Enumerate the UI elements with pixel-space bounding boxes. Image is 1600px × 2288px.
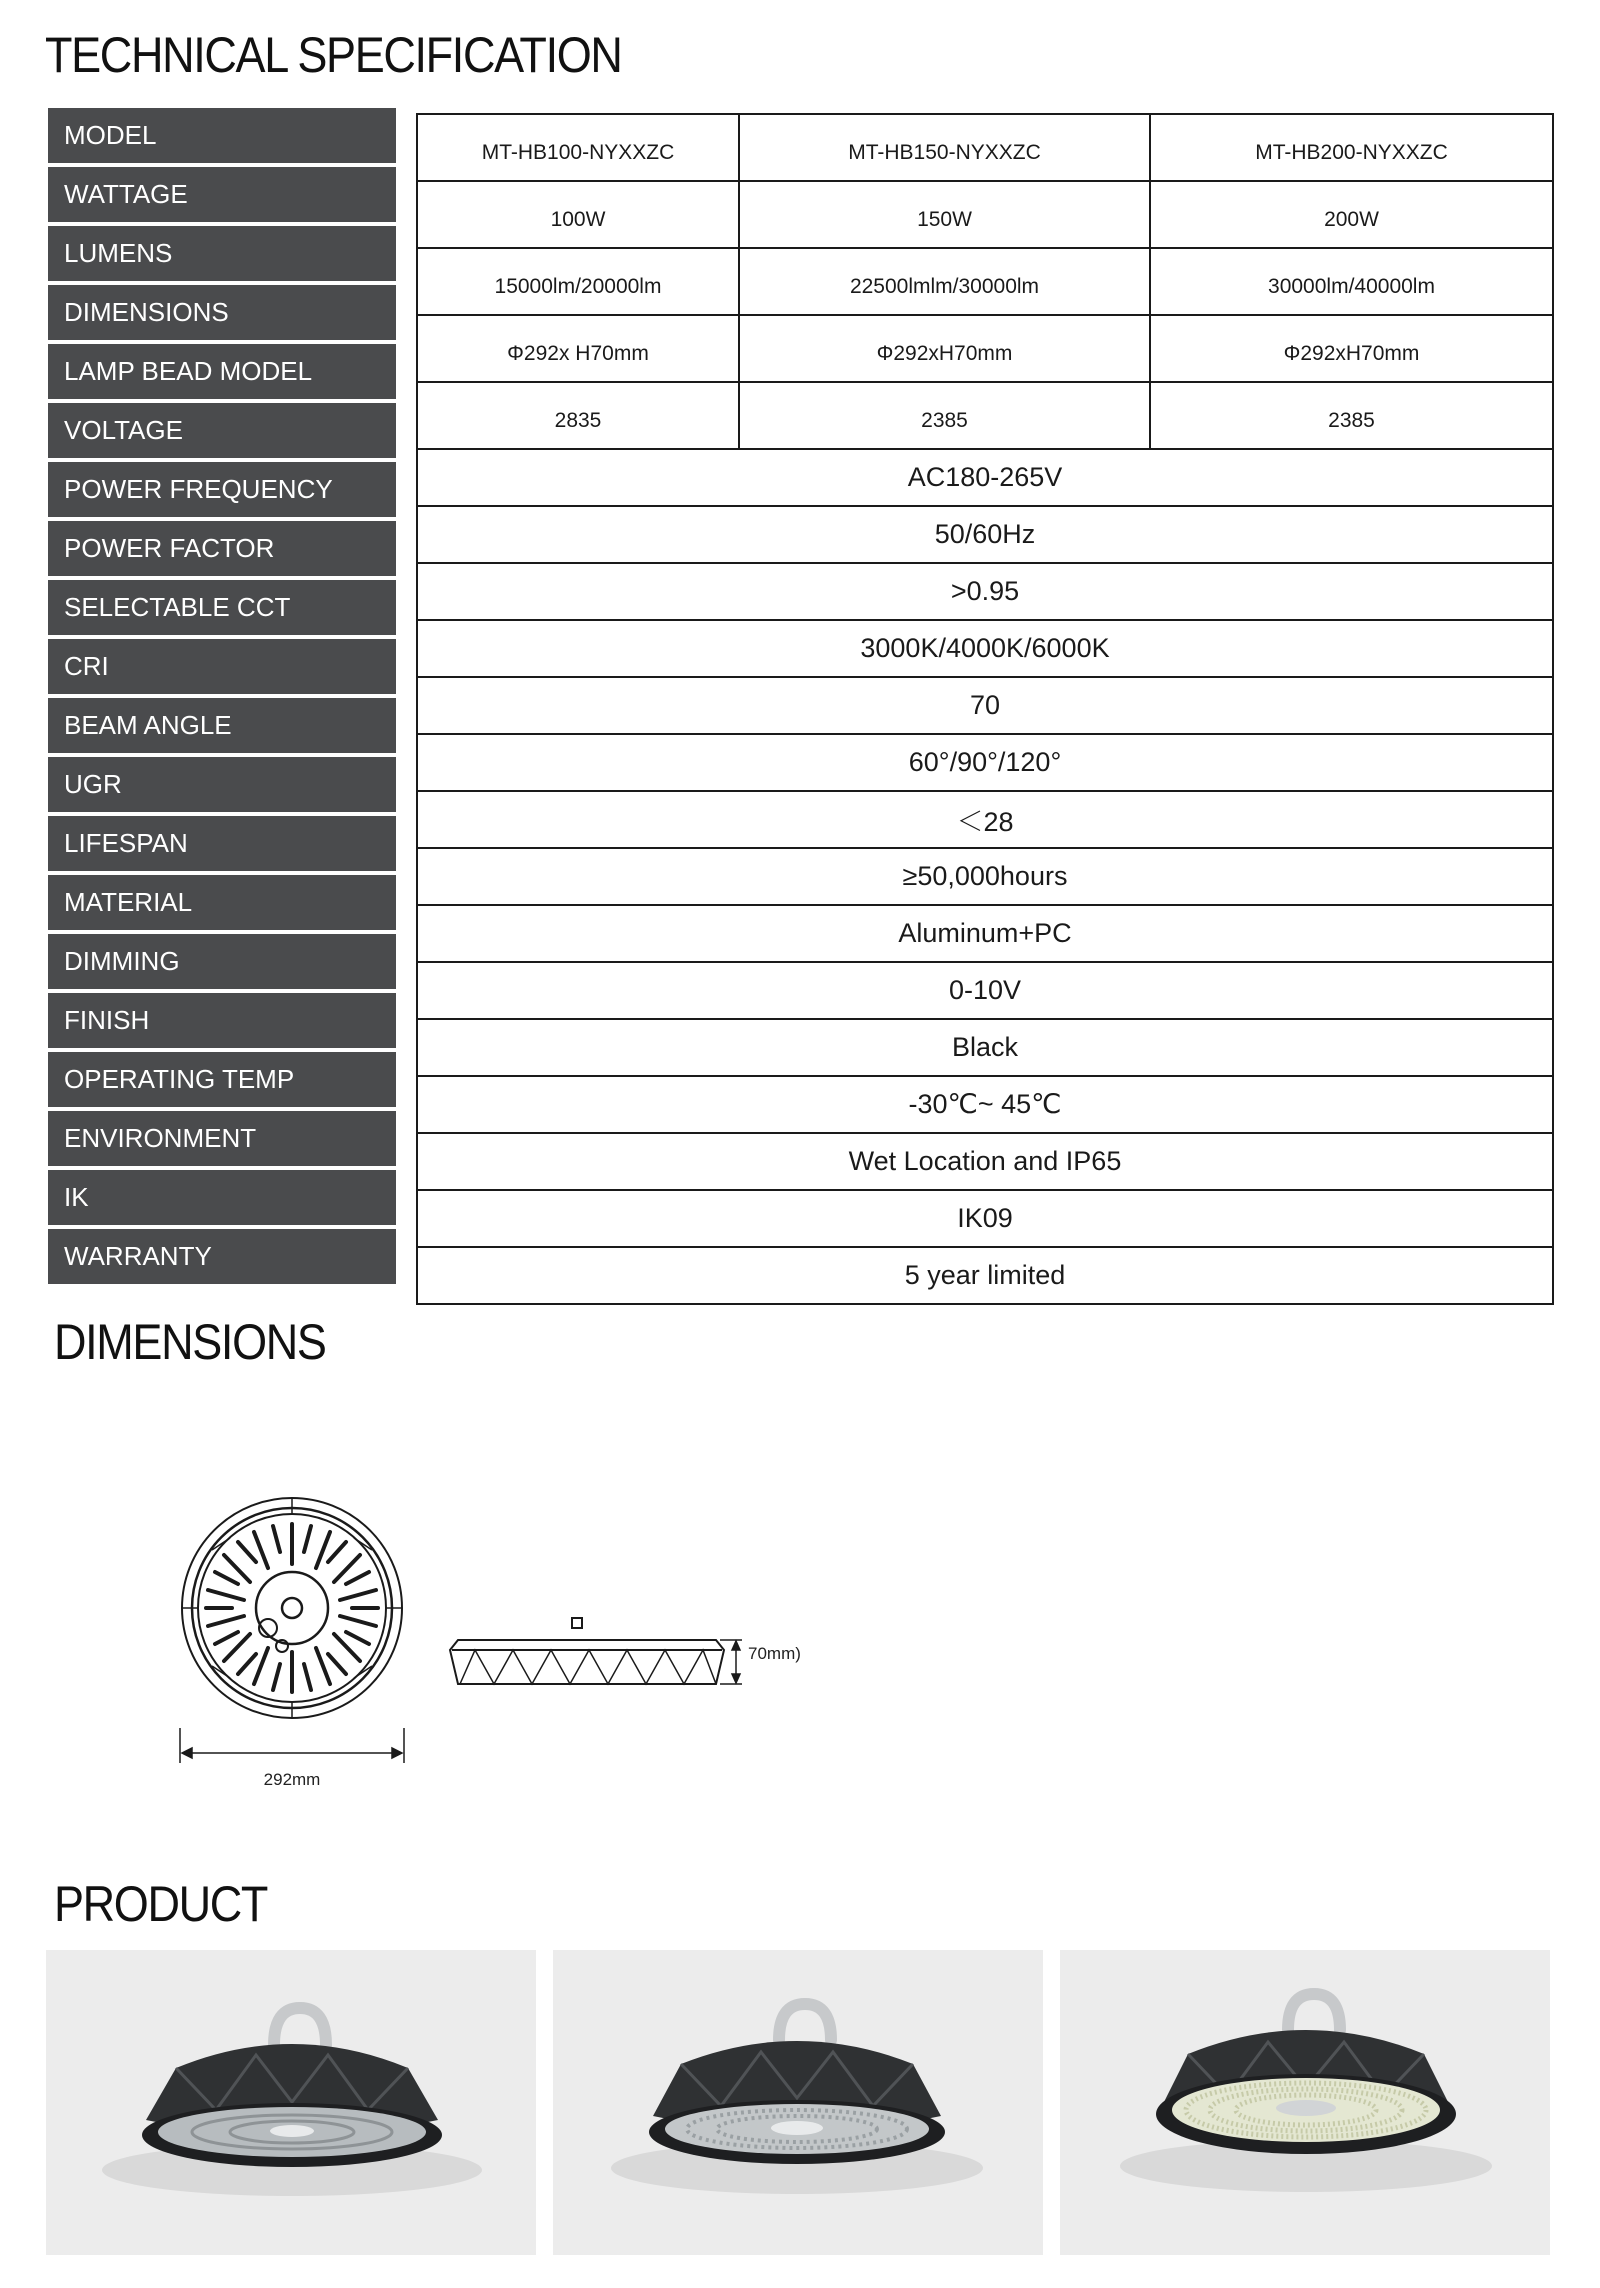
label-ugr: UGR xyxy=(48,757,396,812)
finish-value: Black xyxy=(417,1019,1553,1076)
lamp-bead-cell: 2385 xyxy=(1150,382,1553,449)
row-environment xyxy=(417,1133,1553,1190)
label-wattage: WATTAGE xyxy=(48,167,396,222)
label-model: MODEL xyxy=(48,108,396,163)
height-dimension-line xyxy=(720,1640,742,1684)
lamp-bead-cell: 2835 xyxy=(417,382,739,449)
row-lumens xyxy=(417,248,1553,315)
dimensions-cell: Φ292x H70mm xyxy=(417,315,739,382)
row-beam-angle xyxy=(417,734,1553,791)
label-power-frequency: POWER FREQUENCY xyxy=(48,462,396,517)
lamp-bead-cell: 2385 xyxy=(739,382,1150,449)
label-ik: IK xyxy=(48,1170,396,1225)
width-label: 292mm xyxy=(263,1770,321,1789)
row-lamp-bead xyxy=(417,382,1553,449)
label-lumens: LUMENS xyxy=(48,226,396,281)
label-finish: FINISH xyxy=(48,993,396,1048)
row-ugr xyxy=(417,791,1553,848)
label-lamp-bead: LAMP BEAD MODEL xyxy=(48,344,396,399)
warranty-value: 5 year limited xyxy=(417,1247,1553,1304)
height-label: 70mm) xyxy=(748,1644,801,1663)
product-photo-200w xyxy=(1060,1950,1550,2255)
label-environment: ENVIRONMENT xyxy=(48,1111,396,1166)
lumens-cell: 22500lmlm/30000lm xyxy=(739,248,1150,315)
row-material xyxy=(417,905,1553,962)
operating-temp-value: -30℃~ 45℃ xyxy=(417,1076,1553,1133)
cri-value: 70 xyxy=(417,677,1553,734)
width-dimension-line xyxy=(180,1728,404,1763)
model-cell: MT-HB200-NYXXZC xyxy=(1150,114,1553,181)
ik-value: IK09 xyxy=(417,1190,1553,1247)
product-photo-100w xyxy=(46,1950,536,2255)
label-beam-angle: BEAM ANGLE xyxy=(48,698,396,753)
label-material: MATERIAL xyxy=(48,875,396,930)
row-wattage xyxy=(417,181,1553,248)
row-warranty xyxy=(417,1247,1553,1304)
row-power-factor xyxy=(417,563,1553,620)
label-cri: CRI xyxy=(48,639,396,694)
heatsink-fins xyxy=(206,1524,378,1692)
row-voltage xyxy=(417,449,1553,506)
lumens-cell: 15000lm/20000lm xyxy=(417,248,739,315)
label-dimming: DIMMING xyxy=(48,934,396,989)
label-warranty: WARRANTY xyxy=(48,1229,396,1284)
row-power-frequency xyxy=(417,506,1553,563)
label-voltage: VOLTAGE xyxy=(48,403,396,458)
cct-value: 3000K/4000K/6000K xyxy=(417,620,1553,677)
label-power-factor: POWER FACTOR xyxy=(48,521,396,576)
label-cct: SELECTABLE CCT xyxy=(48,580,396,635)
fixture-side-view xyxy=(450,1618,724,1684)
product-title: PRODUCT xyxy=(54,1876,268,1932)
dimensions-title: DIMENSIONS xyxy=(54,1314,326,1370)
lifespan-value: ≥50,000hours xyxy=(417,848,1553,905)
ugr-value: ＜28 xyxy=(417,791,1553,848)
row-dimming xyxy=(417,962,1553,1019)
beam-angle-value: 60°/90°/120° xyxy=(417,734,1553,791)
model-cell: MT-HB100-NYXXZC xyxy=(417,114,739,181)
environment-value: Wet Location and IP65 xyxy=(417,1133,1553,1190)
dimensions-cell: Φ292xH70mm xyxy=(1150,315,1553,382)
wattage-cell: 200W xyxy=(1150,181,1553,248)
power-frequency-value: 50/60Hz xyxy=(417,506,1553,563)
row-ik xyxy=(417,1190,1553,1247)
dimension-drawing xyxy=(170,1480,850,1800)
label-operating-temp: OPERATING TEMP xyxy=(48,1052,396,1107)
label-dimensions: DIMENSIONS xyxy=(48,285,396,340)
spec-title: TECHNICAL SPECIFICATION xyxy=(45,27,622,83)
voltage-value: AC180-265V xyxy=(417,449,1553,506)
spec-label-column xyxy=(48,108,396,1288)
row-operating-temp xyxy=(417,1076,1553,1133)
row-model xyxy=(417,114,1553,181)
row-cri xyxy=(417,677,1553,734)
row-finish xyxy=(417,1019,1553,1076)
spec-table xyxy=(416,113,1554,1305)
row-lifespan xyxy=(417,848,1553,905)
row-dimensions xyxy=(417,315,1553,382)
dimensions-cell: Φ292xH70mm xyxy=(739,315,1150,382)
lumens-cell: 30000lm/40000lm xyxy=(1150,248,1553,315)
row-cct xyxy=(417,620,1553,677)
wattage-cell: 150W xyxy=(739,181,1150,248)
material-value: Aluminum+PC xyxy=(417,905,1553,962)
model-cell: MT-HB150-NYXXZC xyxy=(739,114,1150,181)
power-factor-value: >0.95 xyxy=(417,563,1553,620)
label-lifespan: LIFESPAN xyxy=(48,816,396,871)
product-photo-150w xyxy=(553,1950,1043,2255)
dimming-value: 0-10V xyxy=(417,962,1553,1019)
wattage-cell: 100W xyxy=(417,181,739,248)
